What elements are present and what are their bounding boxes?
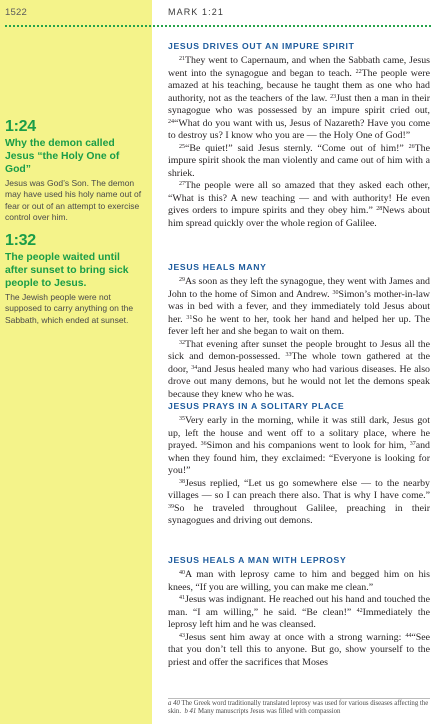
section-text — [168, 569, 430, 669]
verse-text: As soon as they left the synagogue, they went with James and John to the home of Simon and Andrew. — [168, 276, 430, 300]
section-heading: JESUS PRAYS IN A SOLITARY PLACE — [168, 401, 345, 411]
note-reference: 1:32 — [5, 232, 36, 249]
verse-number: 23 — [330, 93, 337, 100]
paragraph — [168, 569, 430, 594]
verse-text: Just then a man in their synagogue who was possessed by an impure spirit cried out, — [168, 92, 431, 116]
note-body: The Jewish people were not supposed to carry anything on the Sabbath, which ended at sunset. — [5, 292, 134, 325]
verse-number: 35 — [179, 416, 185, 422]
section-heading: JESUS HEALS A MAN WITH LEPROSY — [168, 555, 347, 565]
verse-text: Simon and his companions went to look for him, — [206, 440, 410, 451]
note-reference: 1:24 — [5, 118, 36, 135]
verse-number: 26 — [408, 143, 415, 150]
verse-text: The people were amazed at his teaching, because he taught them as one who had authority, not as the teachers of the law. — [168, 67, 430, 104]
section-heading: JESUS DRIVES OUT AN IMPURE SPIRIT — [168, 41, 355, 51]
section-text — [168, 55, 430, 230]
verse-number: 38 — [179, 478, 185, 485]
paragraph — [168, 415, 430, 478]
verse-number: 25 — [179, 143, 185, 150]
running-head: MARK 1:21 — [168, 7, 224, 17]
verse-number: 42 — [356, 607, 363, 614]
verse-number: 29 — [179, 277, 185, 283]
dotted-rule — [5, 25, 431, 27]
verse-text: “See that you don’t tell this to anyone. But go, show yourself to the priest and offer the sacrifices that Moses — [168, 631, 430, 668]
verse-text: and when they found him, they exclaimed: “Everyone is looking for you!” — [168, 440, 430, 476]
footnote-ref: b 41 — [184, 708, 197, 716]
verse-text: Jesus replied, “Let us go somewhere else — to the nearby villages — so I can preach there also. That is why I have come.” — [168, 477, 430, 501]
footnotes — [168, 698, 430, 717]
verse-number: 27 — [179, 181, 185, 187]
notes-sidebar — [0, 0, 152, 724]
verse-text: Immediately the leprosy left him and he was cleansed. — [168, 606, 430, 630]
verse-text: and Jesus healed many who had various diseases. He also drove out many demons, but he would not let the demons speak because they knew who he was. — [168, 363, 430, 400]
verse-number: 32 — [179, 339, 185, 346]
verse-text: “What do you want with us, Jesus of Nazareth? Have you come to destroy us? I know who you are — the Holy One of God!” — [168, 117, 430, 141]
page-number: 1522 — [5, 7, 27, 18]
verse-text: The whole town gathered at the door, — [168, 351, 430, 375]
verse-text: News about him spread quickly over the whole region of Galilee. — [168, 205, 430, 229]
verse-number: 22 — [355, 68, 362, 75]
verse-text: So he traveled throughout Galilee, preaching in their synagogues and driving out demons. — [168, 502, 430, 526]
footnote-text: Many manuscripts Jesus was filled with compassion — [198, 708, 341, 716]
verse-number: 41 — [179, 595, 185, 601]
sidebar-note — [5, 118, 145, 223]
verse-text: Simon’s mother-in-law was in bed with a fever, and they immediately told Jesus about her. — [168, 288, 430, 325]
verse-number: 34 — [191, 364, 198, 371]
verse-number: 31 — [186, 314, 193, 321]
footnote-text: The Greek word traditionally translated leprosy was used for various diseases affecting the skin. — [168, 700, 429, 716]
verse-number: 40 — [179, 570, 185, 576]
verse-text: Jesus sent him away at once with a strong warning: — [185, 631, 406, 643]
verse-number: 36 — [200, 441, 207, 447]
verse-text: The impure spirit shook the man violently and came out of him with a shriek. — [168, 142, 430, 179]
section-text — [168, 415, 430, 528]
verse-number: 37 — [409, 441, 416, 447]
section-heading: JESUS HEALS MANY — [168, 262, 267, 272]
verse-number: 28 — [376, 206, 383, 212]
verse-text: “Be quiet!” said Jesus sternly. “Come out of him!” — [185, 142, 409, 154]
verse-text: A man with leprosy came to him and begged him on his knees, “If you are willing, you can make me clean.” — [168, 569, 430, 593]
footnote-ref: a 40 — [168, 700, 180, 707]
paragraph — [168, 55, 430, 143]
note-title: The people waited until after sunset to bring sick people to Jesus. — [5, 252, 129, 289]
verse-number: 39 — [168, 503, 174, 510]
paragraph — [168, 339, 430, 402]
paragraph — [168, 478, 430, 528]
verse-text: Jesus was indignant. He reached out his hand and touched the man. “I am willing,” he said. “Be clean!” — [168, 594, 430, 618]
paragraph — [168, 632, 430, 670]
verse-number: 33 — [285, 352, 292, 358]
verse-number: 43 — [179, 632, 185, 639]
note-body: Jesus was God’s Son. The demon may have used his holy name out of fear or out of an attempt to exercise control over him. — [5, 178, 142, 222]
paragraph — [168, 276, 430, 339]
verse-text: The people were all so amazed that they asked each other, “What is this? A new teaching — and with authority! He even gives orders to impure spirits and they obey him.” — [168, 180, 430, 216]
verse-text: Very early in the morning, while it was still dark, Jesus got up, left the house and went off to a solitary place, where he prayed. — [168, 415, 430, 451]
paragraph — [168, 143, 430, 181]
verse-text: So he went to her, took her hand and helped her up. The fever left her and she began to wait on them. — [168, 313, 430, 337]
verse-number: 24 — [168, 118, 174, 125]
verse-number: 21 — [179, 56, 185, 62]
note-title: Why the demon called Jesus “the Holy One of God” — [5, 138, 120, 175]
verse-text: They went to Capernaum, and when the Sabbath came, Jesus went into the synagogue and began to teach. — [168, 55, 430, 79]
paragraph — [168, 180, 430, 230]
section-text — [168, 276, 430, 401]
verse-number: 30 — [332, 289, 339, 296]
verse-text: That evening after sunset the people brought to Jesus all the sick and demon-possessed. — [168, 338, 430, 362]
verse-number: 44 — [405, 632, 412, 639]
sidebar-note — [5, 232, 145, 326]
paragraph — [168, 594, 430, 632]
